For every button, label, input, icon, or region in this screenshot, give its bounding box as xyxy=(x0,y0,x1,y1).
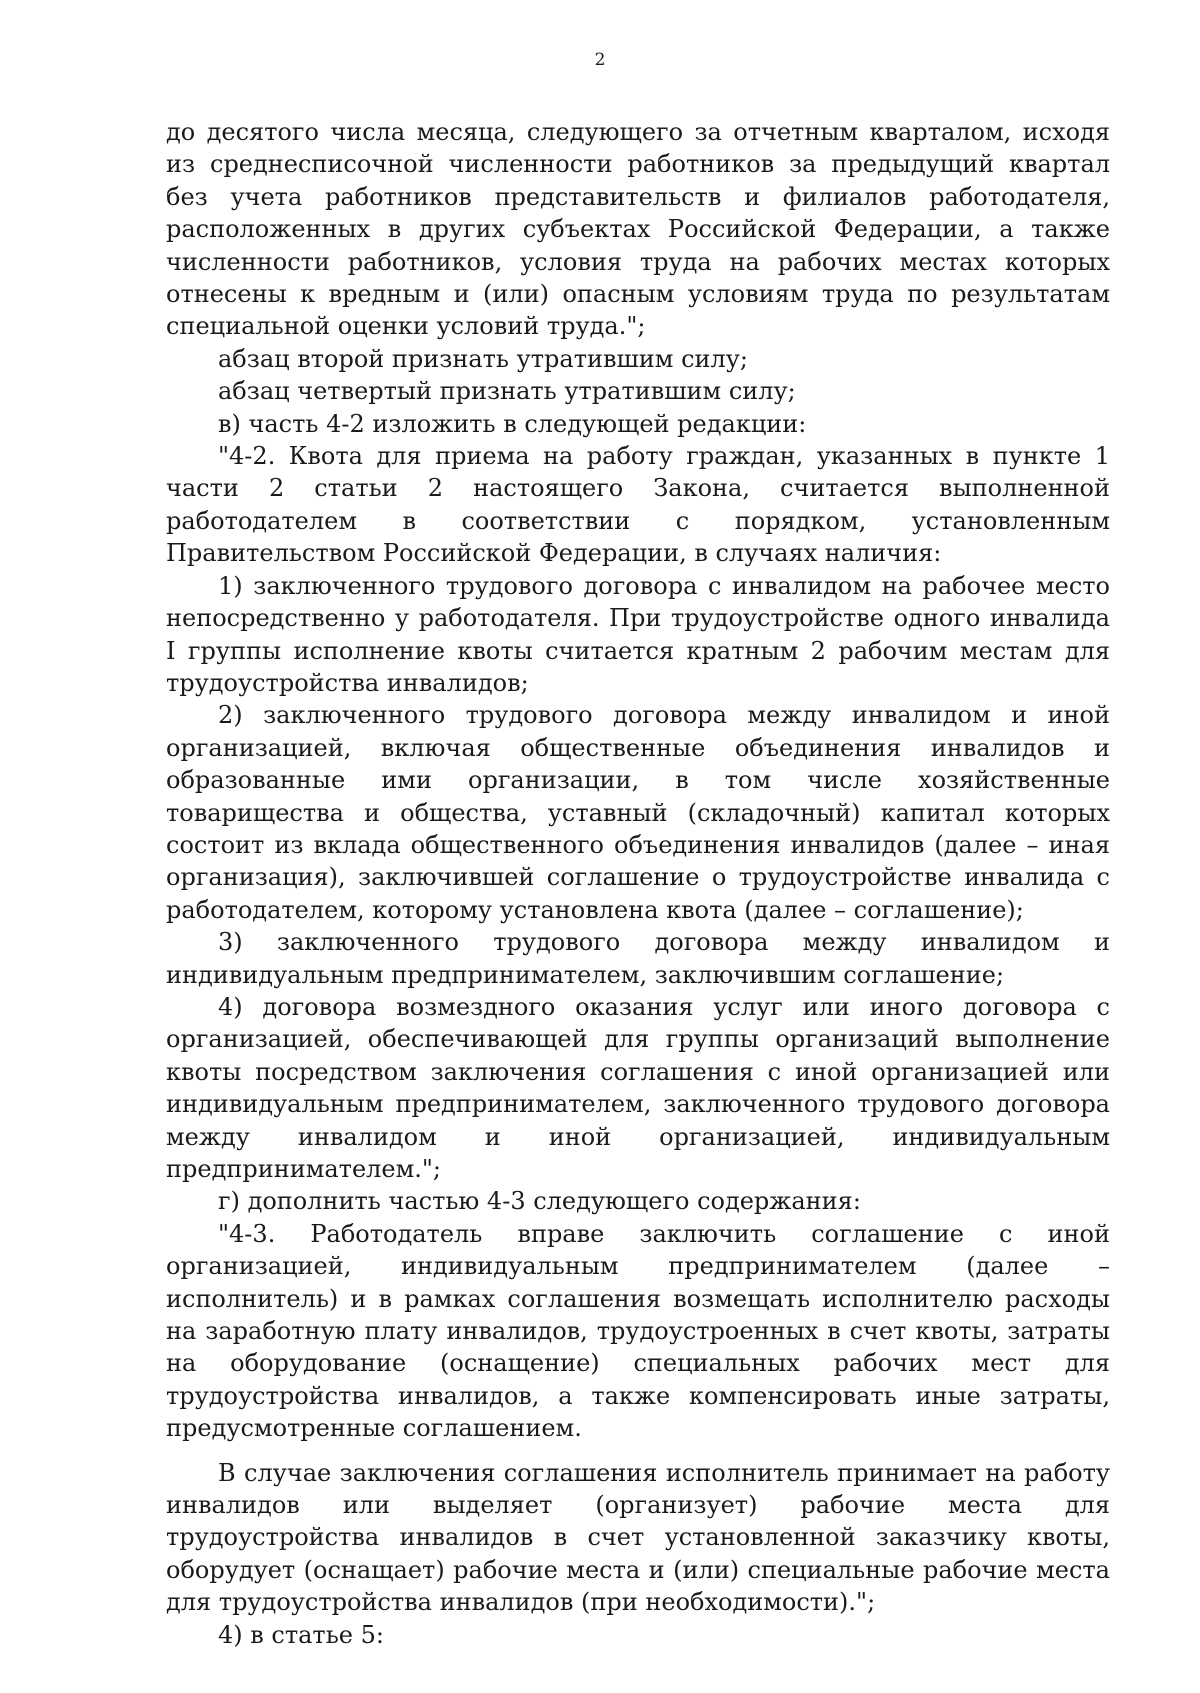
paragraph-subitem-3: 3) заключенного трудового договора между инвалидом и индивидуальным предпринимателем, заключившим соглашение; xyxy=(166,928,1110,989)
paragraph-part-4-3: "4-3. Работодатель вправе заключить соглашение с иной организацией, индивидуальным предпринимателем (далее – исполнитель) и в рамках соглашения возмещать исполнителю расходы на заработную плату инвалидов, трудоустроенных в счет квоты, затраты на оборудование (оснащение) специальных рабочих мест для трудоустройства инвалидов, а также компенсировать иные затраты, предусмотренные соглашением. xyxy=(166,1219,1110,1443)
page-number: 2 xyxy=(594,50,606,70)
paragraph-item-g: г) дополнить частью 4-3 следующего содержания: xyxy=(218,1187,861,1216)
paragraph-subitem-4: 4) договора возмездного оказания услуг или иного договора с организацией, обеспечивающей для группы организаций выполнение квоты посредством заключения соглашения с иной организацией или индивидуальным предпринимателем, заключенного трудового договора между инвалидом и иной организацией, индивидуальным предпринимателем."; xyxy=(166,992,1110,1183)
paragraph-abzac-chetvertyy: абзац четвертый признать утратившим силу; xyxy=(218,377,796,406)
paragraph-contract-case: В случае заключения соглашения исполнитель принимает на работу инвалидов или выделяет (организует) рабочие места для трудоустройства инвалидов в счет установленной заказчику квоты, оборудует (оснащает) рабочие места и (или) специальные рабочие места для трудоустройства инвалидов (при необходимости)."; xyxy=(166,1458,1110,1617)
paragraph-continuation: до десятого числа месяца, следующего за отчетным кварталом, исходя из среднесписочной численности работников за предыдущий квартал без учета работников представительств и филиалов работодателя, расположенных в других субъектах Российской Федерации, а также численности работников, условия труда на рабочих местах которых отнесены к вредным и (или) опасным условиям труда по результатам специальной оценки условий труда."; xyxy=(166,118,1110,341)
paragraph-abzac-vtoroy: абзац второй признать утратившим силу; xyxy=(218,344,748,373)
paragraph-subitem-2: 2) заключенного трудового договора между инвалидом и иной организацией, включая общественные объединения инвалидов и образованные ими организации, в том числе хозяйственные товарищества и общества, уставный (складочный) капитал которых состоит из вклада общественного объединения инвалидов (далее – иная организация), заключившей соглашение о трудоустройстве инвалида с работодателем, которому установлена квота (далее – соглашение); xyxy=(166,701,1110,924)
paragraph-item-4-article-5: 4) в статье 5: xyxy=(218,1620,384,1649)
document-body xyxy=(166,116,1110,1651)
paragraph-item-v: в) часть 4-2 изложить в следующей редакции: xyxy=(218,409,807,438)
paragraph-subitem-1: 1) заключенного трудового договора с инвалидом на рабочее место непосредственно у работодателя. При трудоустройстве одного инвалида I группы исполнение квоты считается кратным 2 рабочим местам для трудоустройства инвалидов; xyxy=(166,571,1110,697)
paragraph-part-4-2: "4-2. Квота для приема на работу граждан, указанных в пункте 1 части 2 статьи 2 настоящего Закона, считается выполненной работодателем в соответствии с порядком, установленным Правительством Российской Федерации, в случаях наличия: xyxy=(166,442,1110,568)
